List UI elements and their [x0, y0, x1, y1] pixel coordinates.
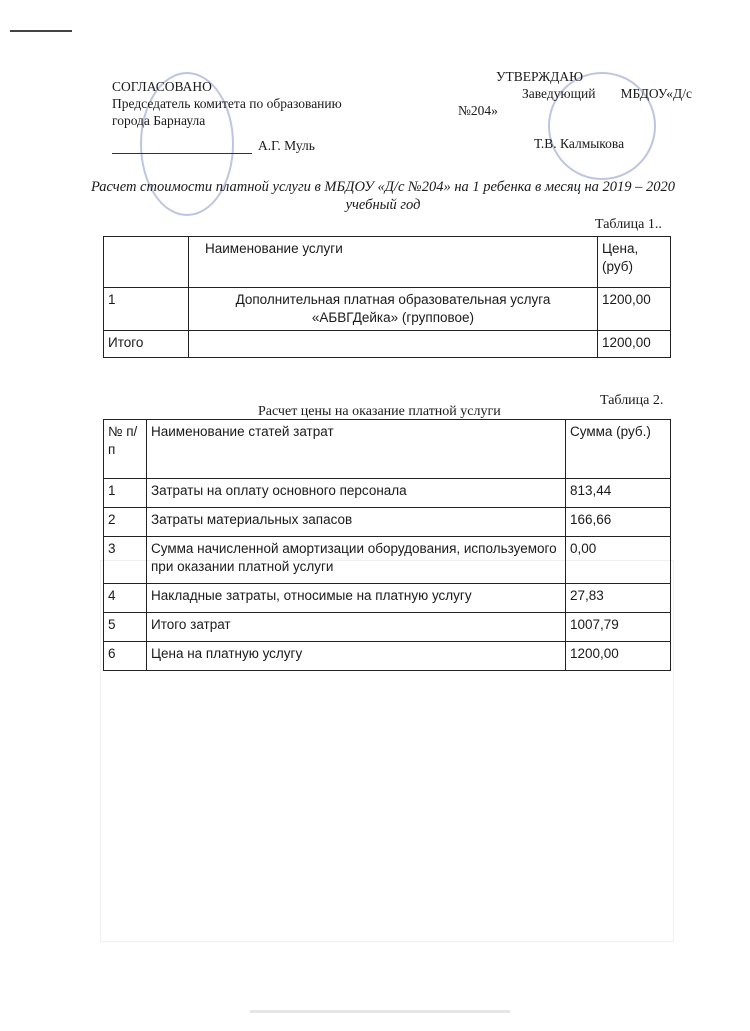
approval-right-position: Заведующий	[522, 86, 596, 101]
approval-right-heading: УТВЕРЖДАЮ	[496, 69, 584, 84]
table-cell: Сумма начисленной амортизации оборудования, используемого при оказании платной услуги	[147, 537, 566, 584]
table-cell: 1	[104, 479, 147, 508]
table1-caption: Таблица 1..	[595, 217, 662, 232]
approval-block-right	[458, 68, 698, 152]
table-cell: 3	[104, 537, 147, 584]
header-cell: Цена, (руб)	[598, 237, 671, 288]
table-cell: 166,66	[566, 508, 671, 537]
approval-left-line2: города Барнаула	[112, 113, 206, 128]
header-cell: Наименование статей затрат	[147, 420, 566, 479]
table-cell: Цена на платную услугу	[147, 642, 566, 671]
total-value: 1200,00	[598, 331, 671, 358]
signature-line-left	[112, 141, 252, 154]
table-cell: Затраты на оплату основного персонала	[147, 479, 566, 508]
table-cell: 5	[104, 613, 147, 642]
document-title: Расчет стоимости платной услуги в МБДОУ «Д/с №204» на 1 ребенка в месяц на 2019 – 2020 учебный год	[90, 179, 676, 213]
approval-right-org: МБДОУ«Д/с	[620, 86, 692, 101]
table-cell: 1	[104, 288, 189, 331]
header-cell	[104, 237, 189, 288]
total-label: Итого	[104, 331, 189, 358]
table-cell: Затраты материальных запасов	[147, 508, 566, 537]
table-header-row	[104, 237, 671, 288]
table-cell: Дополнительная платная образовательная услуга «АБВГДейка» (групповое)	[189, 288, 598, 331]
approval-left-line1: Председатель комитета по образованию	[112, 96, 342, 111]
table-cell: 6	[104, 642, 147, 671]
header-cell: Наименование услуги	[189, 237, 598, 288]
header-cell: Сумма (руб.)	[566, 420, 671, 479]
approval-right-signer: Т.В. Калмыкова	[534, 136, 625, 151]
table-total-row	[104, 331, 671, 358]
approval-right-org-number: №204»	[458, 103, 498, 118]
table-cell: 813,44	[566, 479, 671, 508]
table-row	[104, 508, 671, 537]
table-row	[104, 479, 671, 508]
table-cell	[189, 331, 598, 358]
approval-left-heading: СОГЛАСОВАНО	[112, 79, 212, 94]
table2-caption: Таблица 2.	[600, 393, 664, 408]
table-service-price	[103, 236, 671, 358]
scan-corner-mark	[10, 30, 72, 32]
bleed-through-shadow	[100, 560, 674, 942]
table-cell: 27,83	[566, 584, 671, 613]
table-cell: 1200,00	[566, 642, 671, 671]
table-cell: 1200,00	[598, 288, 671, 331]
table-header-row	[104, 420, 671, 479]
table-cell: 0,00	[566, 537, 671, 584]
table-cell: Накладные затраты, относимые на платную услугу	[147, 584, 566, 613]
table-cell: 1007,79	[566, 613, 671, 642]
header-cell: № п/п	[104, 420, 147, 479]
table-cell: Итого затрат	[147, 613, 566, 642]
table-cell: 2	[104, 508, 147, 537]
approval-left-signer: А.Г. Муль	[258, 138, 315, 153]
table2-subtitle: Расчет цены на оказание платной услуги	[258, 404, 501, 419]
scan-edge-mark	[250, 1010, 510, 1013]
approval-block-left	[112, 78, 372, 154]
table-row	[104, 288, 671, 331]
table-cell: 4	[104, 584, 147, 613]
